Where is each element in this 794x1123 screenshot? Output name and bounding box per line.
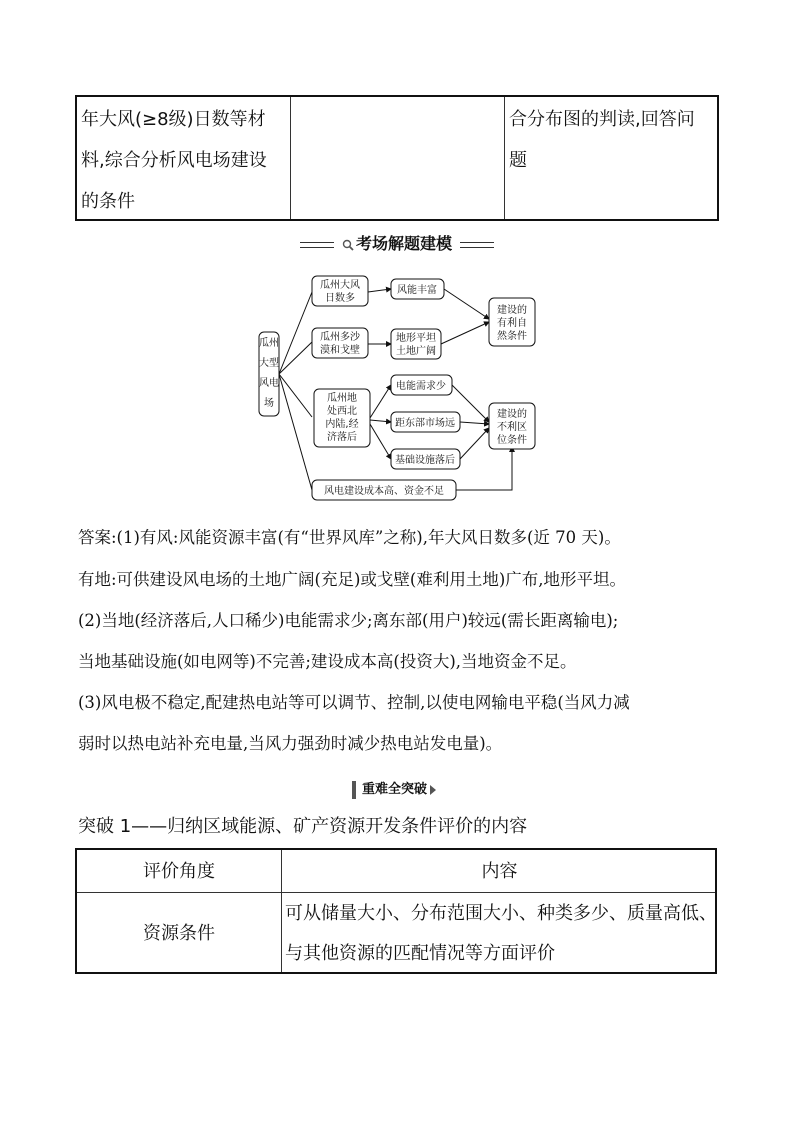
node-land-line-2: 土地广阔 — [396, 346, 436, 357]
node-land-line-1: 地形平坦 — [396, 333, 436, 344]
subtitle: 突破 1——归纳区域能源、矿产资源开发条件评价的内容 — [78, 816, 528, 837]
top-cell-1-line-1: 年大风(≥8级)日数等材 — [81, 109, 266, 130]
top-table — [75, 95, 719, 221]
edge-c-market — [370, 420, 391, 422]
node-c-line-1: 瓜州地 — [327, 393, 357, 404]
header-angle: 评价角度 — [143, 861, 215, 882]
header-content: 内容 — [481, 861, 518, 882]
node-d-label: 风电建设成本高、资金不足 — [324, 486, 444, 497]
root-line-2: 大型 — [259, 358, 279, 369]
answer-line-5: (3)风电极不稳定,配建热电站等可以调节、控制,以使电网输电平稳(当风力减 — [78, 693, 630, 712]
section-badge-wrap — [0, 778, 794, 799]
edge-wind-fav — [444, 289, 489, 319]
heading-rule-left — [300, 242, 334, 248]
bottom-table — [75, 848, 717, 974]
node-fav-line-1: 建设的 — [497, 305, 527, 316]
node-c-line-3: 内陆,经 — [325, 419, 359, 430]
edge-root-a — [279, 292, 312, 374]
node-market-label: 距东部市场远 — [395, 418, 455, 429]
answer-line-2: 有地:可供建设风电场的土地广阔(充足)或戈壁(难利用土地)广布,地形平坦。 — [78, 570, 627, 589]
answer-line-6: 弱时以热电站补充电量,当风力强劲时减少热电站发电量)。 — [78, 734, 503, 753]
section-heading — [0, 233, 794, 255]
node-wind-label: 风能丰富 — [397, 285, 437, 296]
edge-c-infra — [370, 424, 391, 459]
root-line-1: 瓜州 — [259, 338, 279, 349]
row-content-line-1: 可从储量大小、分布范围大小、种类多少、质量高低、 — [285, 903, 717, 924]
node-fav-line-3: 然条件 — [497, 331, 527, 342]
top-table-col-2 — [291, 97, 505, 219]
edge-root-c — [279, 374, 312, 417]
node-c-line-4: 济落后 — [327, 432, 357, 443]
node-unfav-line-2: 不利区 — [497, 422, 527, 433]
edge-market-unfav — [460, 422, 489, 424]
heading-rule-right — [460, 242, 494, 248]
edge-root-b — [279, 342, 312, 374]
magnifier-icon — [342, 239, 354, 251]
node-a-line-1: 瓜州大风 — [320, 280, 360, 291]
triangle-right-icon — [430, 785, 436, 795]
row-content-line-2: 与其他资源的匹配情况等方面评价 — [285, 943, 555, 964]
node-a-line-2: 日数多 — [325, 293, 355, 304]
top-table-col-3 — [505, 97, 719, 219]
section-badge — [352, 781, 442, 799]
edge-root-d — [279, 374, 312, 490]
row-label: 资源条件 — [143, 923, 215, 944]
flow-diagram — [250, 268, 540, 508]
node-b-line-2: 漠和戈壁 — [320, 345, 360, 356]
edge-c-demand — [370, 385, 391, 418]
answer-line-1: 答案:(1)有风:风能资源丰富(有“世界风库”之称),年大风日数多(近 70 天)。 — [78, 528, 621, 547]
top-table-col-1 — [77, 97, 291, 219]
node-b-line-1: 瓜州多沙 — [320, 332, 360, 343]
top-cell-3-line-2: 题 — [509, 150, 527, 171]
root-line-4: 场 — [264, 398, 274, 409]
edge-cost-unfav — [456, 447, 512, 490]
edge-infra-unfav — [460, 428, 489, 459]
top-cell-1-line-3: 的条件 — [81, 191, 135, 212]
node-unfav-line-1: 建设的 — [497, 409, 527, 420]
edge-land-fav — [441, 322, 489, 344]
answer-line-3: (2)当地(经济落后,人口稀少)电能需求少;离东部(用户)较远(需长距离输电); — [78, 611, 619, 630]
top-cell-1-line-2: 料,综合分析风电场建设 — [81, 150, 267, 171]
node-unfav-line-3: 位条件 — [497, 435, 527, 446]
section-badge-text: 重难全突破 — [361, 782, 427, 797]
node-infra-label: 基础设施落后 — [395, 455, 455, 466]
node-c-line-2: 处西北 — [327, 406, 357, 417]
root-line-3: 风电 — [259, 378, 279, 389]
section-heading-text: 考场解题建模 — [355, 234, 452, 253]
node-demand-label: 电能需求少 — [396, 381, 446, 392]
edge-a-wind — [368, 289, 391, 292]
answer-line-4: 当地基础设施(如电网等)不完善;建设成本高(投资大),当地资金不足。 — [78, 652, 577, 671]
top-cell-3-line-1: 合分布图的判读,回答问 — [509, 109, 695, 130]
node-fav-line-2: 有利自 — [497, 318, 527, 329]
